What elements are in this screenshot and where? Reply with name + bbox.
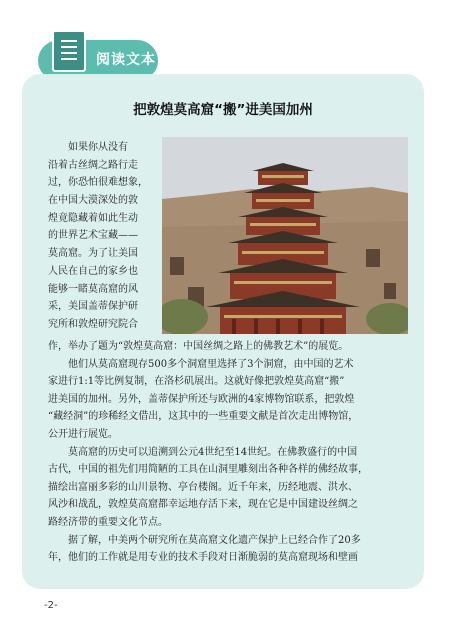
text-line: 进美国的加州。另外，盖蒂保护所还与欧洲的4家博物馆联系，把敦煌	[48, 393, 355, 405]
text-line: 沿着古丝绸之路行走	[48, 159, 138, 171]
text-line: 莫高窟的历史可以追溯到公元4世纪至14世纪。在佛教盛行的中国	[68, 446, 358, 458]
document-icon	[52, 30, 86, 72]
mogao-pagoda-photo	[162, 137, 408, 334]
page-number: -2-	[44, 600, 58, 611]
article-title: 把敦煌莫高窟“搬”进美国加州	[133, 102, 313, 118]
text-line: “藏经洞”的珍稀经文借出，这其中的一些重要文献是首次走出博物馆，	[48, 411, 359, 423]
section-label: 阅读文本	[96, 52, 156, 68]
article-body	[48, 338, 410, 567]
text-line: 煌竟隐藏着如此生动	[48, 212, 138, 224]
text-line: 如果你从没有	[68, 142, 128, 153]
text-line: 采，美国盖蒂保护研	[48, 301, 138, 313]
text-line: 古代，中国的祖先们用简陋的工具在山洞里雕刻出各种各样的佛经故事，	[48, 464, 368, 476]
text-line: 在中国大漠深处的敦	[48, 195, 138, 207]
text-line: 风沙和战乱，敦煌莫高窟都幸运地存活下来，现在它是中国建设丝绸之	[48, 499, 358, 511]
text-line: 据了解，中美两个研究所在莫高窟文化遗产保护上已经合作了20多	[68, 534, 361, 546]
text-line: 的世界艺术宝藏——	[48, 230, 138, 242]
text-line: 描绘出富丽多彩的山川景物、亭台楼阁。近千年来，历经地震、洪水、	[48, 481, 358, 493]
text-line: 人民在自己的家乡也	[48, 265, 138, 277]
text-line: 公开进行展览。	[48, 428, 118, 440]
wrapped-paragraph	[48, 139, 158, 334]
text-line: 作，举办了题为“敦煌莫高窟：中国丝绸之路上的佛教艺术”的展览。	[48, 341, 349, 352]
text-line: 年，他们的工作就是用专业的技术手段对日渐脆弱的莫高窟现场和壁画	[48, 552, 358, 564]
text-line: 他们从莫高窟现存500多个洞窟里选择了3个洞窟，由中国的艺术	[68, 358, 354, 370]
text-line: 能够一睹莫高窟的风	[48, 283, 138, 295]
text-line: 莫高窟。为了让美国	[48, 248, 138, 260]
text-line: 过，你恐怕很难想象，	[48, 177, 148, 189]
text-line: 路经济带的重要文化节点。	[48, 516, 168, 528]
text-line: 家进行1:1等比例复制，在洛杉矶展出。这就好像把敦煌莫高窟“搬”	[48, 376, 345, 388]
text-line: 究所和敦煌研究院合	[48, 318, 138, 330]
